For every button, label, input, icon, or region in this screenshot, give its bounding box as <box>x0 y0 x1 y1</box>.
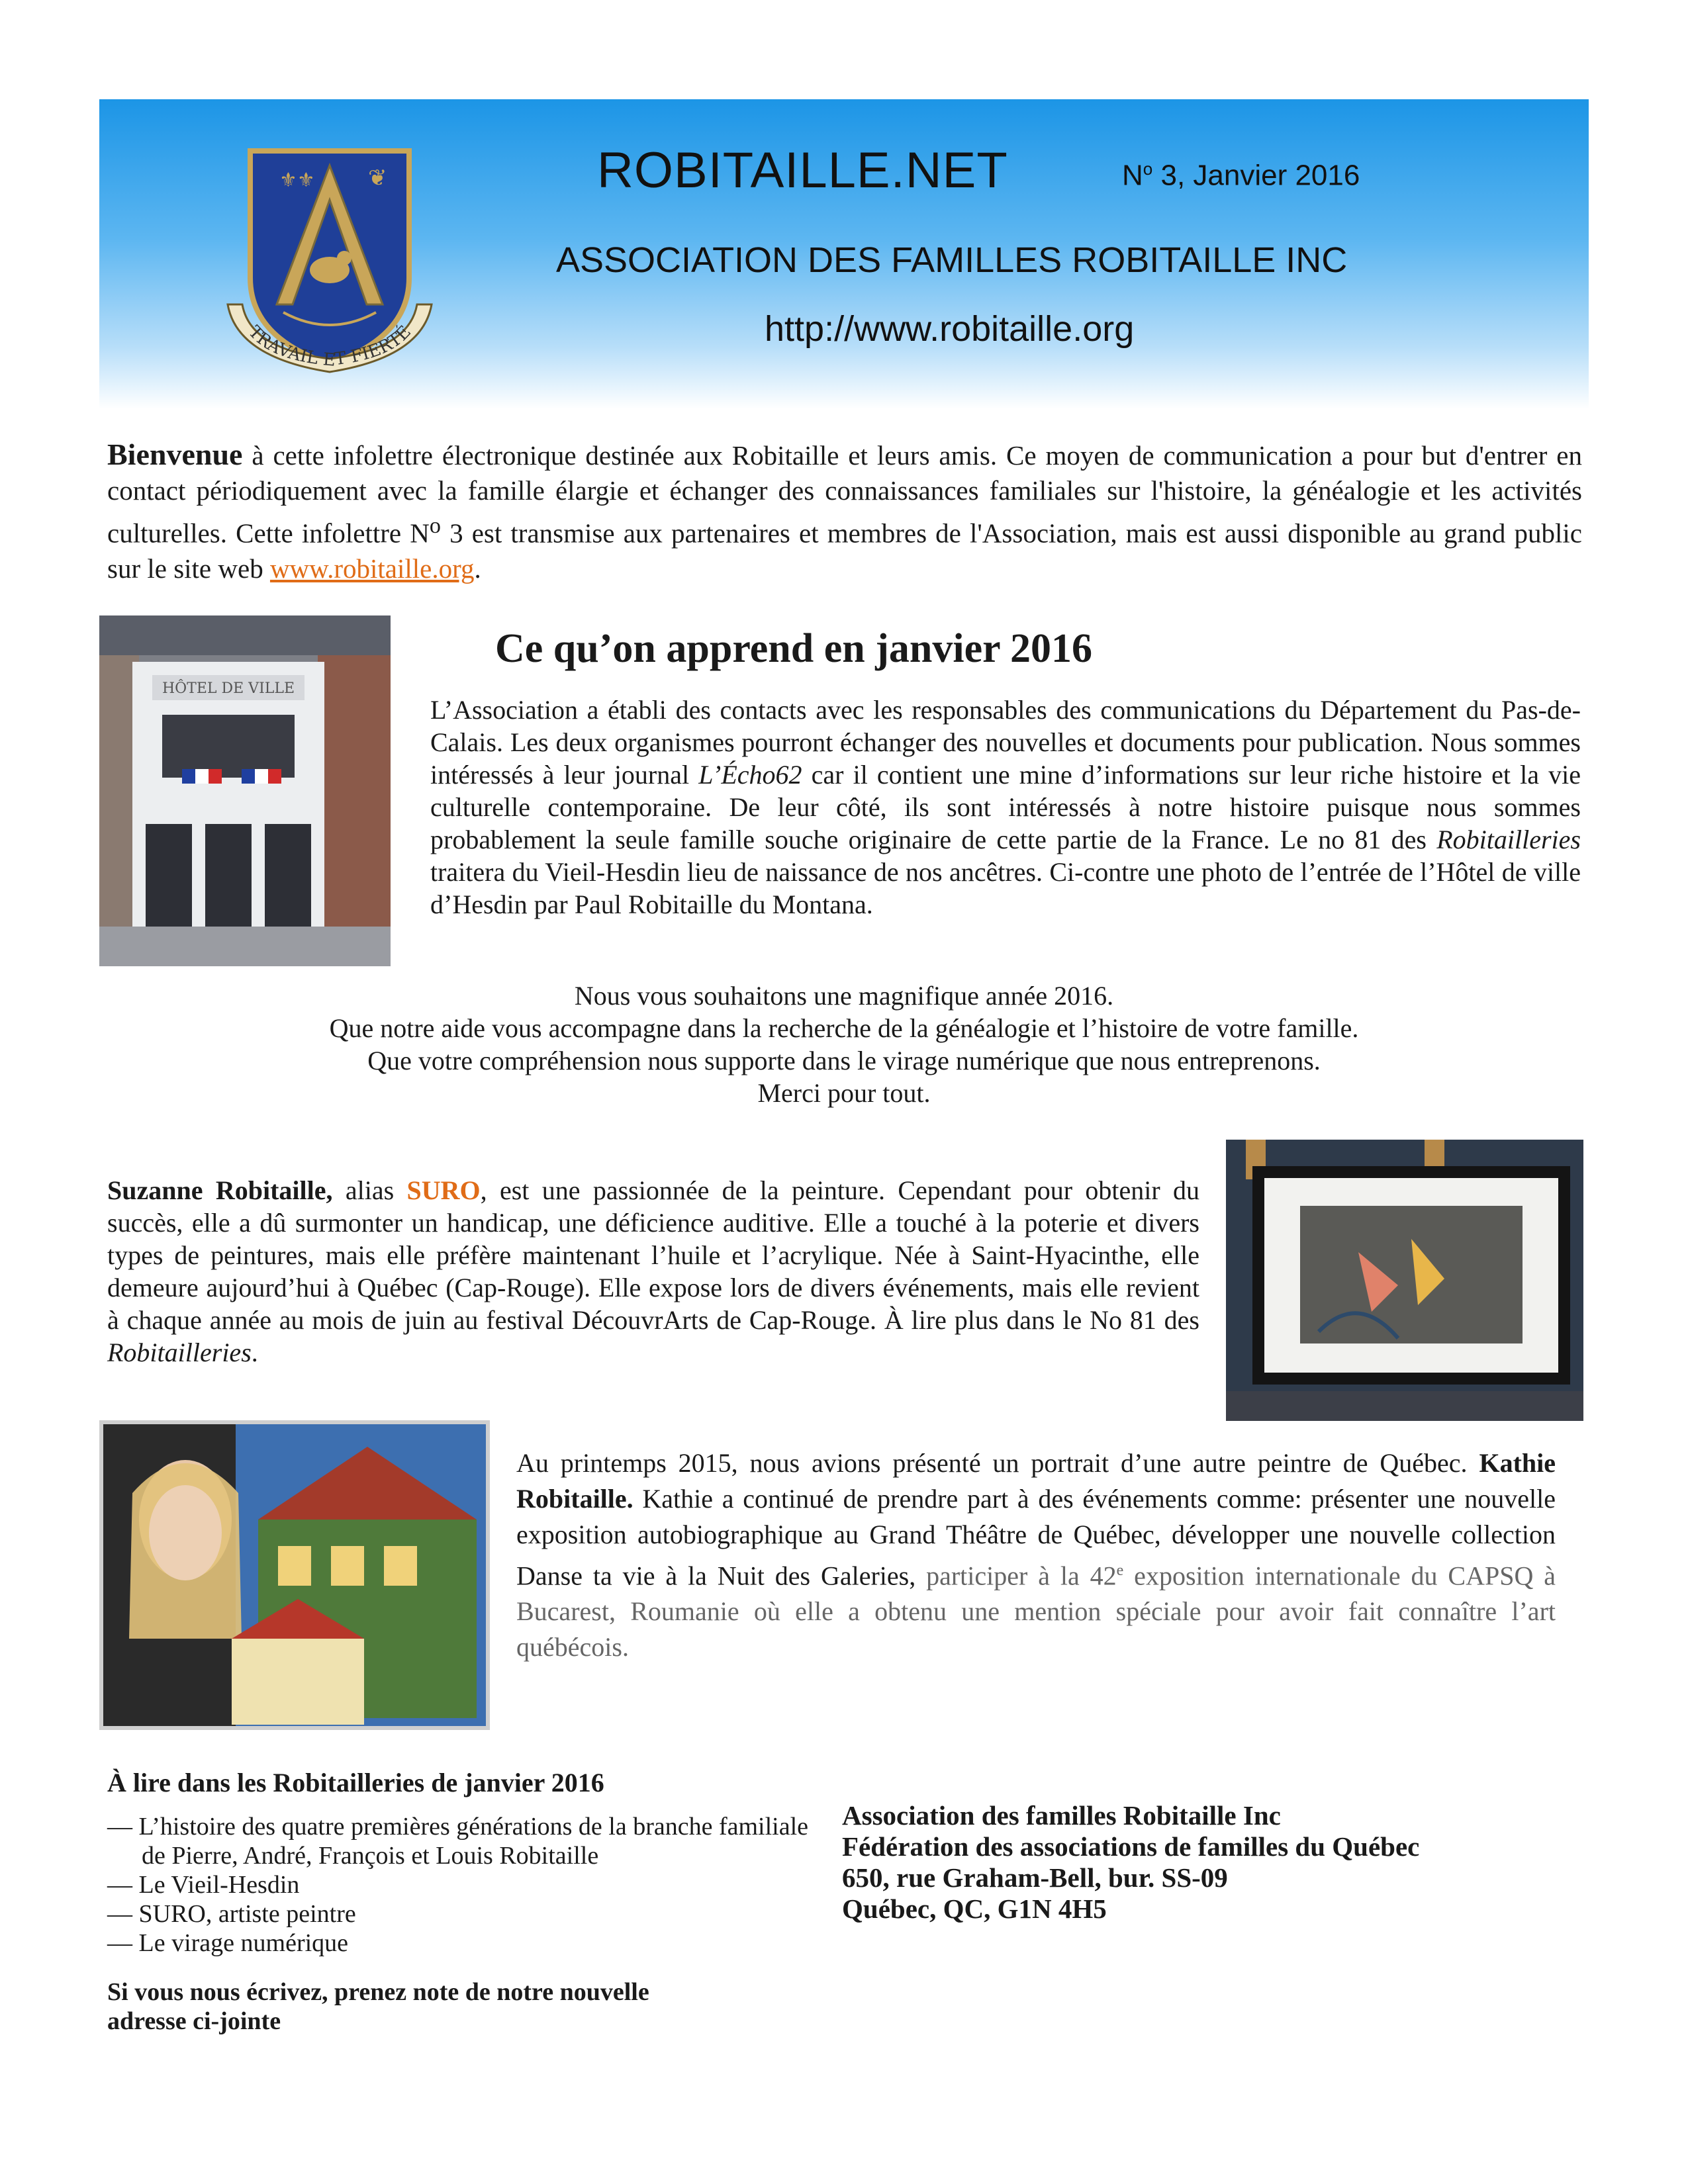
list-item: — Le Vieil-Hesdin <box>107 1871 300 1899</box>
kathie-text-grey: participer à la 42 <box>926 1561 1117 1591</box>
intro-text-2: 3 est transmise aux partenaires et membres de l'Association, mais est aussi disponible au grand public sur le site web <box>107 518 1582 584</box>
reading-list-title: À lire dans les Robitailleries de janvier 2016 <box>107 1768 604 1797</box>
site-title: ROBITAILLE.NET <box>597 142 1008 199</box>
suro-alias-prefix: alias <box>332 1175 407 1205</box>
issue-date: 3, Janvier 2016 <box>1152 159 1360 192</box>
family-crest-logo <box>224 139 436 377</box>
header-banner <box>99 99 1589 409</box>
section-text-1: L’Association a établi des contacts avec les responsables des communications du Département du Pas-de-Calais. Les deux organismes pourront échanger des nouvelles et documents pour publication. Nous sommes intéressés à leur journal <box>430 695 1581 790</box>
crest-motto: TRAVAIL ET FIERTÉ <box>244 322 415 371</box>
section-heading: Ce qu’on apprend en janvier 2016 <box>495 626 1092 671</box>
section-text-3: traitera du Vieil-Hesdin lieu de naissance de nos ancêtres. Ci-contre une photo de l’entrée de l’Hôtel de ville d’Hesdin par Paul Robitaille du Montana. <box>430 857 1581 919</box>
list-item: — L’histoire des quatre premières générations de la branche familiale de Pierre, André, François et Louis Robitaille <box>107 1813 809 1870</box>
intro-paragraph <box>107 437 1582 586</box>
address-change-notice: Si vous nous écrivez, prenez note de notre nouvelle adresse ci-jointe <box>107 1978 649 2035</box>
suro-name: Suzanne Robitaille, <box>107 1175 333 1205</box>
journal-title: L’Écho62 <box>698 760 802 790</box>
intro-lead: Bienvenue <box>107 437 243 471</box>
new-year-wishes <box>99 979 1589 1109</box>
list-item: — SURO, artiste peintre <box>107 1900 356 1928</box>
kathie-robitaille-photo <box>99 1420 490 1730</box>
issue-superscript: o <box>1143 159 1153 179</box>
wish-line: Que votre compréhension nous supporte dans le virage numérique que nous entreprenons. <box>367 1046 1321 1075</box>
intro-sup: o <box>429 514 441 538</box>
kathie-sup: e <box>1116 1562 1124 1579</box>
wish-line: Que notre aide vous accompagne dans la recherche de la généalogie et l’histoire de votre famille. <box>329 1013 1359 1043</box>
wish-line: Merci pour tout. <box>757 1078 931 1108</box>
section-body <box>430 694 1581 921</box>
reading-list <box>107 1812 822 1958</box>
address-line: Québec, QC, G1N 4H5 <box>842 1893 1107 1924</box>
suro-end: . <box>251 1338 258 1367</box>
suro-text: , est une passionnée de la peinture. Cependant pour obtenir du succès, elle a dû surmonter un handicap, une déficience auditive. Elle a touché à la poterie et divers types de peintures, mais elle préfère maintenant l’huile et l’acrylique. Née à Saint-Hyacinthe, elle demeure aujourd’hui à Québec (Cap-Rouge). Elle expose lors de divers événements, mais elle revient à chaque année au mois de juin au festival DécouvrArts de Cap-Rouge. À lire plus dans le No 81 des <box>107 1175 1200 1335</box>
publication-title: Robitailleries <box>1436 825 1581 854</box>
framed-painting-photo <box>1226 1140 1583 1421</box>
suro-publication: Robitailleries <box>107 1338 252 1367</box>
suro-paragraph <box>107 1174 1199 1369</box>
hotel-sign: HÔTEL DE VILLE <box>162 680 295 697</box>
website-url[interactable]: http://www.robitaille.org <box>765 309 1135 349</box>
address-line: Fédération des associations de familles du Québec <box>842 1831 1420 1862</box>
wish-line: Nous vous souhaitons une magnifique année 2016. <box>574 981 1114 1011</box>
kathie-name: Kathie Robitaille. <box>516 1448 1556 1514</box>
address-line: Association des familles Robitaille Inc <box>842 1800 1281 1831</box>
section-text-2: car il contient une mine d’informations sur leur riche histoire et la vie culturelle contemporaine. De leur côté, ils sont intéressés à notre histoire puisque nous sommes probablement la seule famille souche originaire de cette partie de la France. Le no 81 des <box>430 760 1581 854</box>
kathie-text: Kathie a continué de prendre part à des événements comme: présenter une nouvelle exposition autobiographique au Grand Théâtre de Québec, développer une nouvelle collection Danse ta vie à la Nuit des Galeries, <box>516 1484 1556 1591</box>
svg-text:❦: ❦ <box>368 165 387 191</box>
intro-text: à cette infolettre électronique destinée aux Robitaille et leurs amis. Ce moyen de communication a pour but d'entrer en contact périodiquement avec la famille élargie et échanger des connaissances familiales sur l'histoire, la généalogie et les activités culturelles. Cette infolettre N <box>107 440 1582 549</box>
association-name: ASSOCIATION DES FAMILLES ROBITAILLE INC <box>556 240 1348 280</box>
issue-number <box>1122 159 1360 193</box>
postal-address <box>842 1800 1570 1925</box>
hotel-de-ville-photo <box>99 615 391 966</box>
kathie-intro: Au printemps 2015, nous avions présenté un portrait d’une autre peintre de Québec. <box>516 1448 1479 1478</box>
kathie-text-grey-2: exposition internationale du CAPSQ à Bucarest, Roumanie où elle a obtenu une mention spéciale pour avoir fait connaître l’art québécois. <box>516 1561 1556 1662</box>
address-line: 650, rue Graham-Bell, bur. SS-09 <box>842 1862 1228 1893</box>
kathie-paragraph <box>516 1445 1556 1665</box>
suro-alias: SURO <box>406 1175 481 1205</box>
intro-end: . <box>474 553 481 584</box>
svg-text:⚜⚜: ⚜⚜ <box>279 169 315 192</box>
intro-website-link[interactable]: www.robitaille.org <box>269 553 475 584</box>
issue-prefix: N <box>1122 159 1143 192</box>
list-item: — Le virage numérique <box>107 1929 349 1957</box>
